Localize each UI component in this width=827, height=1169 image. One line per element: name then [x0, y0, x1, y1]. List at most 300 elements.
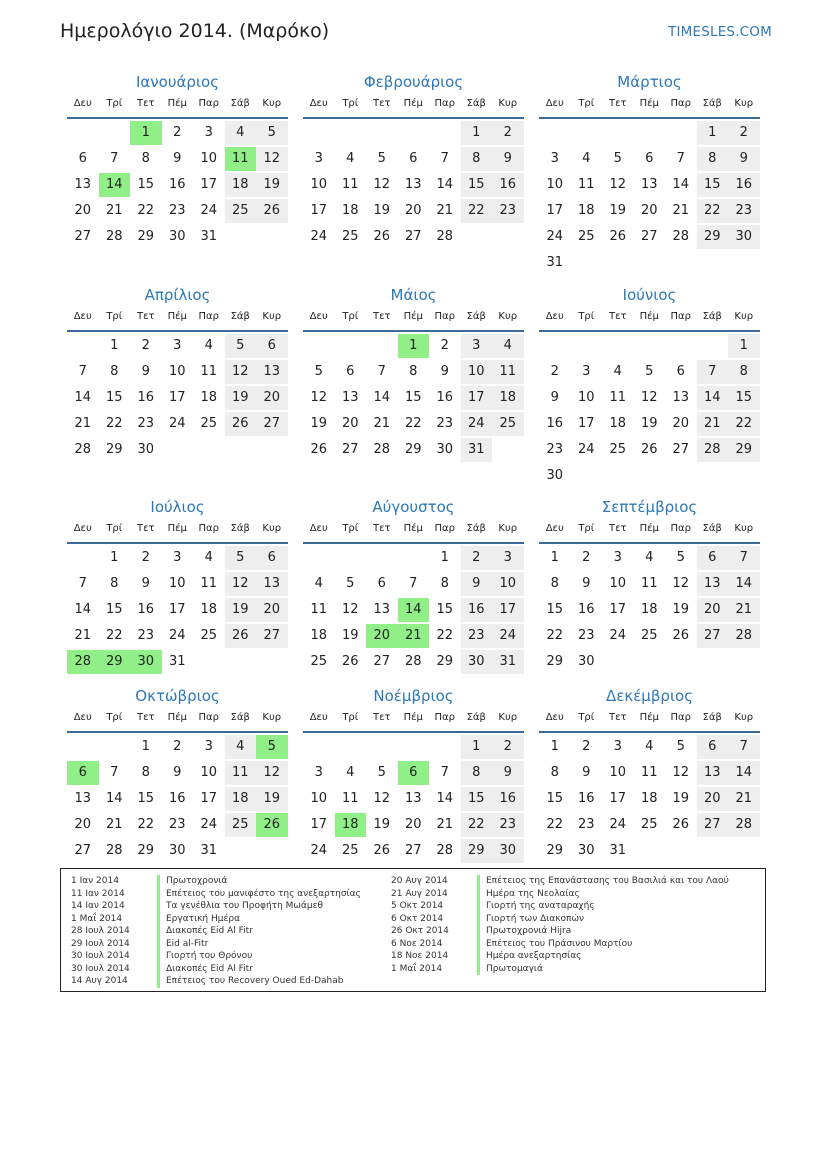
empty-cell — [225, 839, 257, 863]
weekend-day-cell: 13 — [256, 360, 288, 384]
weekday-label: Παρ — [198, 311, 219, 322]
empty-cell — [256, 438, 288, 462]
legend-holiday-name: Γιορτή των Διακοπών — [477, 913, 584, 926]
day-cell: 2 — [582, 739, 591, 754]
legend-entry — [391, 950, 729, 963]
weekday-header — [539, 518, 760, 544]
day-cell: 19 — [672, 602, 690, 617]
day-cell: 7 — [110, 151, 119, 166]
weekend-day-cell: 20 — [256, 598, 288, 622]
weekend-day-cell: 19 — [256, 787, 288, 811]
weekend-day-cell: 21 — [697, 412, 729, 436]
day-cell: 9 — [550, 390, 559, 405]
day-cell: 12 — [672, 576, 690, 591]
day-cell: 5 — [377, 765, 386, 780]
day-cell: 21 — [436, 817, 454, 832]
day-cell: 16 — [137, 390, 155, 405]
day-cell: 27 — [74, 229, 92, 244]
empty-cell — [366, 121, 398, 145]
empty-cell — [634, 839, 666, 863]
legend-entry — [71, 925, 361, 938]
day-cell: 13 — [404, 791, 422, 806]
weekday-label: Τρί — [106, 311, 123, 322]
legend-holiday-name: Πρωτομαγιά — [477, 963, 543, 976]
weekday-label: Τετ — [136, 311, 155, 322]
weekday-label: Σάβ — [466, 98, 486, 109]
holiday-day-cell: 29 — [99, 650, 131, 674]
weekend-day-cell: 15 — [461, 787, 493, 811]
empty-cell — [398, 735, 430, 759]
day-cell: 6 — [346, 364, 355, 379]
weekday-label: Τρί — [578, 98, 595, 109]
empty-cell — [728, 464, 760, 488]
empty-cell — [665, 121, 697, 145]
day-cell: 28 — [672, 229, 690, 244]
day-cell: 30 — [168, 843, 186, 858]
day-cell: 8 — [550, 576, 559, 591]
day-cell: 1 — [440, 550, 449, 565]
weekend-day-cell: 16 — [492, 173, 524, 197]
weekend-day-cell: 6 — [256, 334, 288, 358]
weekend-day-cell: 25 — [225, 813, 257, 837]
weekday-label: Τετ — [372, 311, 391, 322]
day-cell: 10 — [200, 765, 218, 780]
weekday-label: Κυρ — [498, 98, 518, 109]
weekday-label: Κυρ — [734, 98, 754, 109]
day-cell: 25 — [200, 628, 218, 643]
week-row — [539, 546, 760, 570]
weekend-day-cell: 22 — [461, 813, 493, 837]
day-cell: 20 — [74, 817, 92, 832]
week-row — [67, 438, 288, 462]
weekend-day-cell: 9 — [492, 147, 524, 171]
empty-cell — [492, 438, 524, 462]
day-cell: 8 — [110, 364, 119, 379]
weekend-day-cell: 21 — [728, 787, 760, 811]
day-cell: 11 — [577, 177, 595, 192]
day-cell: 3 — [204, 125, 213, 140]
week-row — [67, 386, 288, 410]
empty-cell — [697, 251, 729, 275]
weekday-label: Κυρ — [498, 712, 518, 723]
weekend-day-cell: 16 — [492, 787, 524, 811]
weekday-label: Πέμ — [167, 523, 187, 534]
weekday-header — [67, 518, 288, 544]
legend-holiday-name: Εργατική Ημέρα — [157, 913, 240, 926]
week-row — [67, 173, 288, 197]
day-cell: 26 — [672, 628, 690, 643]
empty-cell — [634, 251, 666, 275]
weekend-day-cell: 25 — [492, 412, 524, 436]
week-row — [67, 334, 288, 358]
week-row — [67, 546, 288, 570]
weekday-label: Παρ — [198, 98, 219, 109]
week-row — [303, 412, 524, 436]
week-row — [303, 438, 524, 462]
day-cell: 19 — [373, 203, 391, 218]
weekend-day-cell: 23 — [728, 199, 760, 223]
week-row — [67, 572, 288, 596]
weekday-label: Σάβ — [230, 523, 250, 534]
weekend-day-cell: 28 — [728, 813, 760, 837]
holiday-day-cell: 5 — [256, 735, 288, 759]
weekend-day-cell: 11 — [225, 761, 257, 785]
weekday-label: Κυρ — [498, 311, 518, 322]
month-name: Δεκέμβριος — [605, 687, 693, 705]
legend-holiday-name: Επέτειος του μανιφέστο της ανεξαρτησίας — [157, 888, 361, 901]
week-row — [67, 735, 288, 759]
holiday-day-cell: 28 — [67, 650, 99, 674]
day-cell: 21 — [373, 416, 391, 431]
weekday-label: Πέμ — [403, 311, 423, 322]
day-cell: 17 — [609, 791, 627, 806]
day-cell: 11 — [200, 576, 218, 591]
day-cell: 10 — [546, 177, 564, 192]
month-block — [539, 284, 760, 488]
month-name: Σεπτέμβριος — [601, 498, 698, 516]
weekend-day-cell: 19 — [225, 598, 257, 622]
empty-cell — [99, 735, 131, 759]
month-block — [67, 496, 288, 674]
weekend-day-cell: 26 — [256, 199, 288, 223]
legend-date: 30 Ιουλ 2014 — [71, 951, 130, 961]
legend-date: 28 Ιουλ 2014 — [71, 926, 130, 936]
day-cell: 16 — [546, 416, 564, 431]
day-cell: 17 — [168, 390, 186, 405]
week-row — [539, 225, 760, 249]
day-cell: 14 — [105, 791, 123, 806]
site-link[interactable]: TIMESLES.COM — [668, 24, 772, 40]
empty-cell — [256, 650, 288, 674]
day-cell: 19 — [640, 416, 658, 431]
week-row — [67, 199, 288, 223]
day-cell: 28 — [74, 442, 92, 457]
day-cell: 15 — [105, 390, 123, 405]
empty-cell — [602, 464, 634, 488]
legend-entry — [71, 913, 361, 926]
weekday-label: Κυρ — [498, 523, 518, 534]
day-cell: 9 — [141, 576, 150, 591]
day-cell: 2 — [141, 338, 150, 353]
weekend-day-cell: 8 — [461, 761, 493, 785]
weekend-day-cell: 7 — [697, 360, 729, 384]
weekend-day-cell: 17 — [461, 386, 493, 410]
day-cell: 21 — [672, 203, 690, 218]
weekend-day-cell: 25 — [225, 199, 257, 223]
day-cell: 1 — [141, 739, 150, 754]
day-cell: 17 — [200, 791, 218, 806]
day-cell: 3 — [582, 364, 591, 379]
day-cell: 2 — [141, 550, 150, 565]
weekend-day-cell: 18 — [492, 386, 524, 410]
day-cell: 22 — [137, 817, 155, 832]
day-cell: 18 — [609, 416, 627, 431]
empty-cell — [303, 735, 335, 759]
weekday-header — [303, 707, 524, 733]
weekend-day-cell: 27 — [697, 624, 729, 648]
month-block — [303, 496, 524, 674]
weekend-day-cell: 18 — [225, 173, 257, 197]
day-cell: 8 — [110, 576, 119, 591]
weekday-label: Παρ — [434, 523, 455, 534]
empty-cell — [429, 121, 461, 145]
legend-entry — [71, 938, 361, 951]
weekend-day-cell: 23 — [492, 813, 524, 837]
weekend-day-cell: 8 — [697, 147, 729, 171]
empty-cell — [602, 121, 634, 145]
weekend-day-cell: 14 — [728, 761, 760, 785]
weekday-label: Δευ — [309, 712, 328, 723]
empty-cell — [697, 839, 729, 863]
weekend-day-cell: 10 — [461, 360, 493, 384]
day-cell: 21 — [436, 203, 454, 218]
day-cell: 12 — [640, 390, 658, 405]
day-cell: 27 — [373, 654, 391, 669]
weekday-label: Κυρ — [734, 523, 754, 534]
day-cell: 28 — [105, 843, 123, 858]
weekday-label: Τρί — [342, 98, 359, 109]
day-cell: 6 — [676, 364, 685, 379]
month-name: Φεβρουάριος — [363, 73, 464, 91]
legend-holiday-name: Ημέρα ανεξαρτησίας — [477, 950, 581, 963]
day-cell: 28 — [404, 654, 422, 669]
holiday-day-cell: 26 — [256, 813, 288, 837]
holiday-day-cell: 6 — [67, 761, 99, 785]
day-cell: 8 — [141, 765, 150, 780]
empty-cell — [571, 464, 603, 488]
day-cell: 6 — [645, 151, 654, 166]
legend-holiday-name: Επέτειος του Recovery Oued Ed-Dahab — [157, 975, 343, 988]
day-cell: 4 — [582, 151, 591, 166]
legend-column-left — [71, 875, 361, 988]
weekday-label: Κυρ — [262, 712, 282, 723]
week-row — [539, 839, 760, 863]
legend-date: 6 Νοε 2014 — [391, 938, 443, 949]
day-cell: 1 — [110, 550, 119, 565]
weekday-label: Σάβ — [230, 98, 250, 109]
day-cell: 17 — [546, 203, 564, 218]
day-cell: 5 — [314, 364, 323, 379]
empty-cell — [429, 735, 461, 759]
day-cell: 20 — [672, 416, 690, 431]
empty-cell — [335, 121, 367, 145]
weekend-day-cell: 13 — [697, 572, 729, 596]
weekday-header — [67, 707, 288, 733]
weekend-day-cell: 1 — [728, 334, 760, 358]
weekend-day-cell: 11 — [492, 360, 524, 384]
day-cell: 18 — [577, 203, 595, 218]
month-name: Απρίλιος — [144, 286, 211, 304]
day-cell: 2 — [173, 739, 182, 754]
weekend-day-cell: 8 — [461, 147, 493, 171]
day-cell: 21 — [105, 817, 123, 832]
day-cell: 11 — [200, 364, 218, 379]
day-cell: 28 — [105, 229, 123, 244]
day-cell: 19 — [310, 416, 328, 431]
day-cell: 30 — [137, 442, 155, 457]
day-cell: 4 — [346, 151, 355, 166]
legend-column-right — [391, 875, 729, 975]
week-row — [67, 650, 288, 674]
day-cell: 20 — [640, 203, 658, 218]
day-cell: 11 — [640, 765, 658, 780]
legend-entry — [391, 875, 729, 888]
day-cell: 28 — [436, 229, 454, 244]
day-cell: 27 — [341, 442, 359, 457]
day-cell: 7 — [110, 765, 119, 780]
day-cell: 12 — [341, 602, 359, 617]
weekend-day-cell: 16 — [461, 598, 493, 622]
holiday-day-cell: 18 — [335, 813, 367, 837]
weekday-label: Σάβ — [230, 712, 250, 723]
holiday-day-cell: 6 — [398, 761, 430, 785]
weekday-label: Παρ — [434, 311, 455, 322]
week-row — [67, 412, 288, 436]
day-cell: 22 — [404, 416, 422, 431]
day-cell: 5 — [676, 550, 685, 565]
day-cell: 31 — [168, 654, 186, 669]
legend-date: 21 Αυγ 2014 — [391, 888, 448, 899]
weekend-day-cell: 12 — [256, 147, 288, 171]
weekend-day-cell: 9 — [492, 761, 524, 785]
weekend-day-cell: 19 — [256, 173, 288, 197]
weekend-day-cell: 7 — [728, 735, 760, 759]
weekend-day-cell: 4 — [225, 121, 257, 145]
empty-cell — [366, 334, 398, 358]
legend-date: 1 Μαΐ 2014 — [71, 913, 123, 924]
day-cell: 30 — [577, 843, 595, 858]
day-cell: 16 — [168, 791, 186, 806]
week-row — [67, 839, 288, 863]
day-cell: 2 — [440, 338, 449, 353]
day-cell: 12 — [672, 765, 690, 780]
empty-cell — [99, 121, 131, 145]
weekend-day-cell: 18 — [225, 787, 257, 811]
weekend-day-cell: 22 — [728, 412, 760, 436]
day-cell: 24 — [310, 843, 328, 858]
month-name: Μάρτιος — [617, 73, 682, 91]
day-cell: 15 — [546, 791, 564, 806]
day-cell: 21 — [105, 203, 123, 218]
weekend-day-cell: 27 — [256, 624, 288, 648]
day-cell: 13 — [640, 177, 658, 192]
day-cell: 24 — [168, 416, 186, 431]
weekend-day-cell: 4 — [492, 334, 524, 358]
weekday-label: Κυρ — [734, 712, 754, 723]
legend-holiday-name: Γιορτή του Θρόνου — [157, 950, 252, 963]
day-cell: 27 — [672, 442, 690, 457]
day-cell: 20 — [404, 817, 422, 832]
day-cell: 25 — [341, 843, 359, 858]
weekday-label: Παρ — [434, 98, 455, 109]
day-cell: 27 — [640, 229, 658, 244]
day-cell: 3 — [173, 338, 182, 353]
empty-cell — [225, 225, 257, 249]
empty-cell — [539, 121, 571, 145]
legend-date: 26 Οκτ 2014 — [391, 926, 449, 936]
day-cell: 12 — [373, 791, 391, 806]
day-cell: 22 — [105, 416, 123, 431]
day-cell: 14 — [373, 390, 391, 405]
day-cell: 1 — [550, 550, 559, 565]
day-cell: 8 — [141, 151, 150, 166]
weekend-day-cell: 2 — [492, 121, 524, 145]
day-cell: 12 — [310, 390, 328, 405]
weekday-label: Πέμ — [639, 311, 659, 322]
empty-cell — [728, 650, 760, 674]
day-cell: 10 — [200, 151, 218, 166]
empty-cell — [728, 251, 760, 275]
week-row — [67, 225, 288, 249]
day-cell: 29 — [436, 654, 454, 669]
week-row — [539, 199, 760, 223]
day-cell: 10 — [577, 390, 595, 405]
day-cell: 6 — [377, 576, 386, 591]
day-cell: 6 — [78, 151, 87, 166]
weekend-day-cell: 26 — [225, 412, 257, 436]
legend-entry — [71, 888, 361, 901]
weekend-day-cell: 1 — [461, 121, 493, 145]
week-row — [539, 787, 760, 811]
month-name: Ιούλιος — [150, 498, 205, 516]
day-cell: 17 — [310, 817, 328, 832]
week-row — [303, 761, 524, 785]
week-row — [67, 787, 288, 811]
day-cell: 16 — [577, 602, 595, 617]
weekend-day-cell: 28 — [728, 624, 760, 648]
empty-cell — [571, 334, 603, 358]
day-cell: 23 — [436, 416, 454, 431]
empty-cell — [602, 251, 634, 275]
empty-cell — [193, 438, 225, 462]
weekday-label: Δευ — [545, 523, 564, 534]
day-cell: 11 — [609, 390, 627, 405]
day-cell: 30 — [168, 229, 186, 244]
day-cell: 8 — [550, 765, 559, 780]
day-cell: 25 — [577, 229, 595, 244]
month-name: Νοέμβριος — [373, 687, 454, 705]
weekend-day-cell: 22 — [697, 199, 729, 223]
weekday-label: Δευ — [73, 98, 92, 109]
empty-cell — [634, 334, 666, 358]
empty-cell — [193, 650, 225, 674]
weekend-day-cell: 6 — [697, 735, 729, 759]
month-name: Ιανουάριος — [135, 73, 219, 91]
day-cell: 10 — [310, 791, 328, 806]
weekday-label: Πέμ — [167, 712, 187, 723]
month-block — [539, 71, 760, 275]
holiday-day-cell: 21 — [398, 624, 430, 648]
weekend-day-cell: 20 — [697, 598, 729, 622]
day-cell: 8 — [440, 576, 449, 591]
empty-cell — [335, 546, 367, 570]
day-cell: 4 — [204, 550, 213, 565]
day-cell: 18 — [310, 628, 328, 643]
weekday-label: Πέμ — [167, 311, 187, 322]
weekday-label: Τετ — [372, 523, 391, 534]
weekend-day-cell: 8 — [728, 360, 760, 384]
weekday-label: Τετ — [608, 523, 627, 534]
weekend-day-cell: 31 — [461, 438, 493, 462]
day-cell: 10 — [609, 765, 627, 780]
day-cell: 7 — [78, 576, 87, 591]
day-cell: 5 — [346, 576, 355, 591]
weekday-label: Δευ — [73, 311, 92, 322]
day-cell: 4 — [645, 739, 654, 754]
holiday-day-cell: 11 — [225, 147, 257, 171]
day-cell: 3 — [204, 739, 213, 754]
empty-cell — [303, 334, 335, 358]
